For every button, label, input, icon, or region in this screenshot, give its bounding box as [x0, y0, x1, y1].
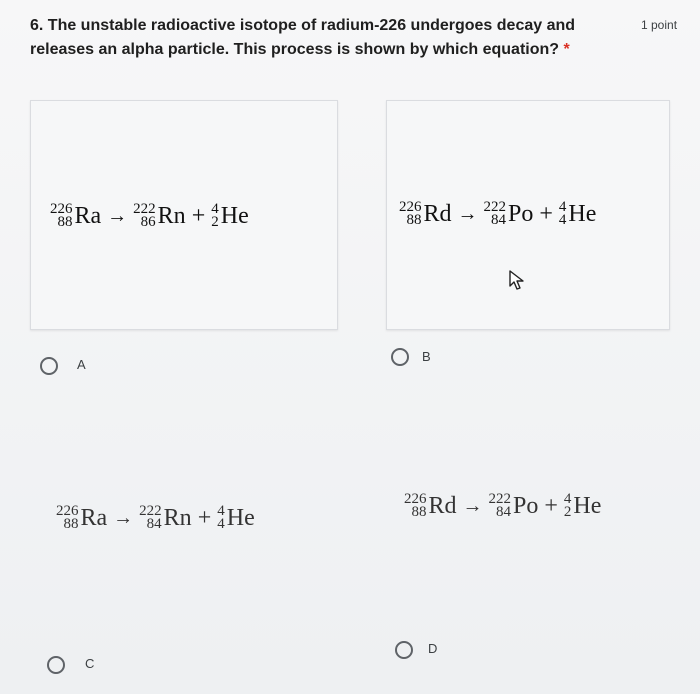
element-symbol: Rn [163, 504, 192, 531]
mass-number: 4 [563, 491, 572, 508]
option-b-label[interactable]: B [422, 349, 431, 364]
atomic-number: 88 [406, 212, 422, 229]
reaction-arrow: → [107, 204, 128, 227]
atomic-number: 84 [146, 516, 162, 533]
reaction-arrow: → [457, 202, 478, 225]
element-symbol: Ra [74, 202, 102, 229]
mouse-pointer-icon [509, 270, 525, 290]
element-symbol: Rd [423, 200, 452, 227]
equation-b [399, 200, 596, 228]
atomic-number: 88 [57, 214, 73, 231]
mass-number: 4 [558, 199, 567, 216]
required-asterisk: * [563, 41, 570, 58]
option-c-label[interactable]: C [85, 656, 95, 671]
atomic-number: 84 [491, 212, 507, 229]
mass-number: 4 [211, 201, 219, 218]
question-title [30, 14, 630, 62]
element-symbol: Rd [428, 492, 457, 519]
reaction-arrow: → [462, 494, 483, 517]
mass-number: 226 [50, 201, 73, 218]
plus-sign: + [544, 492, 558, 519]
question-text: 6. The unstable radioactive isotope of radium-226 undergoes decay and releases an alpha particle. This process is shown by which equation? [30, 17, 576, 58]
option-d-radio[interactable] [395, 641, 413, 659]
element-symbol: He [220, 202, 249, 229]
option-a-radio[interactable] [40, 357, 58, 375]
mass-number: 226 [404, 491, 427, 508]
mass-number: 226 [56, 503, 79, 520]
element-symbol: He [568, 200, 597, 227]
mass-number: 222 [133, 201, 156, 218]
element-symbol: Ra [80, 504, 108, 531]
atomic-number: 4 [558, 212, 567, 229]
equation-a [50, 202, 249, 230]
option-c-radio[interactable] [47, 656, 65, 674]
mass-number: 226 [399, 199, 422, 216]
plus-sign: + [539, 200, 553, 227]
equation-c[interactable] [56, 504, 255, 532]
points-label: 1 point [641, 18, 678, 32]
atomic-number: 84 [496, 504, 512, 521]
reaction-arrow: → [113, 506, 134, 529]
element-symbol: He [226, 504, 255, 531]
element-symbol: Rn [157, 202, 186, 229]
atomic-number: 86 [140, 214, 156, 231]
atomic-number: 2 [211, 214, 219, 231]
element-symbol: He [573, 492, 602, 519]
mass-number: 4 [217, 503, 225, 520]
atomic-number: 4 [217, 516, 225, 533]
atomic-number: 88 [63, 516, 79, 533]
atomic-number: 88 [411, 504, 427, 521]
plus-sign: + [197, 504, 212, 531]
option-a-label[interactable]: A [77, 357, 86, 372]
element-symbol: Po [508, 200, 534, 227]
equation-d[interactable] [404, 492, 601, 520]
element-symbol: Po [513, 492, 539, 519]
atomic-number: 2 [563, 504, 572, 521]
option-b-radio[interactable] [391, 348, 409, 366]
mass-number: 222 [483, 199, 507, 216]
option-d-label[interactable]: D [428, 641, 438, 656]
plus-sign: + [191, 202, 206, 229]
mass-number: 222 [139, 503, 162, 520]
mass-number: 222 [488, 491, 512, 508]
